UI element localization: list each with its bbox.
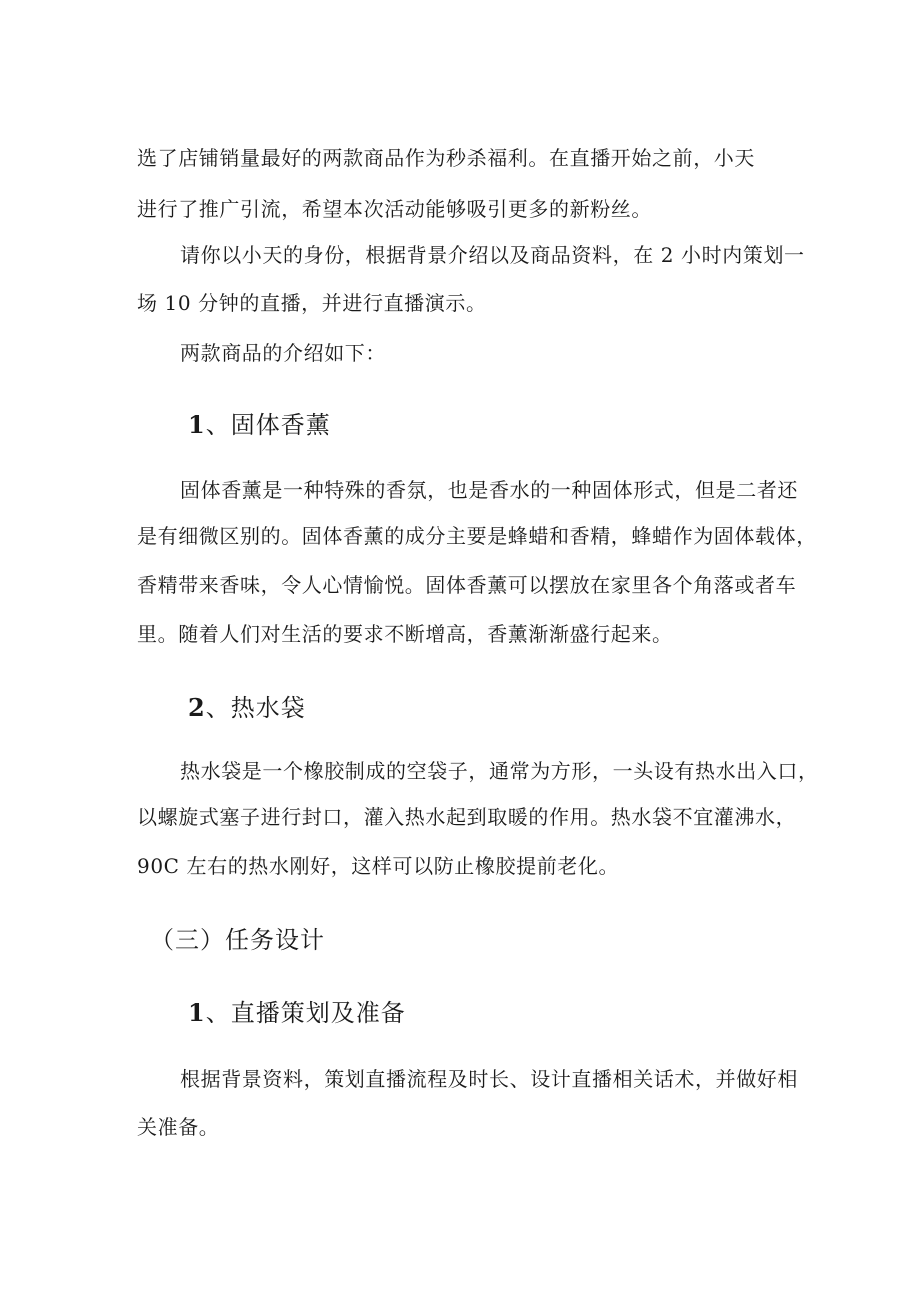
intro-line-5: 两款商品的介绍如下： (180, 341, 386, 365)
section3-heading: （三）任务设计 (150, 926, 325, 954)
product2-line-2: 以螺旋式塞子进行封口，灌入热水起到取暖的作用。热水袋不宜灌沸水， (137, 805, 797, 829)
task1-line-1: 根据背景资料，策划直播流程及时长、设计直播相关话术，并做好相 (180, 1067, 798, 1091)
product2-line-3: 90C 左右的热水刚好，这样可以防止橡胶提前老化。 (137, 854, 620, 878)
product2-heading (188, 693, 306, 723)
product1-line-2: 是有细微区别的。固体香薰的成分主要是蜂蜡和香精，蜂蜡作为固体载体， (137, 524, 817, 548)
product1-title: 、固体香薰 (205, 411, 331, 439)
product2-number: 2 (188, 693, 206, 722)
task1-title: 、直播策划及准备 (205, 999, 406, 1027)
task1-number: 1 (188, 998, 206, 1027)
intro-line-3: 请你以小天的身份，根据背景介绍以及商品资料，在 2 小时内策划一 (180, 243, 805, 267)
product1-heading (188, 410, 331, 440)
product1-number: 1 (188, 410, 206, 439)
product1-line-3: 香精带来香味，令人心情愉悦。固体香薰可以摆放在家里各个角落或者车 (137, 573, 797, 597)
product2-title: 、热水袋 (205, 694, 306, 722)
product1-line-4: 里。随着人们对生活的要求不断增高，香薰渐渐盛行起来。 (137, 622, 673, 646)
intro-line-4: 场 10 分钟的直播，并进行直播演示。 (137, 291, 487, 315)
product2-line-1: 热水袋是一个橡胶制成的空袋子，通常为方形，一头设有热水出入口， (180, 759, 819, 783)
task1-line-2: 关准备。 (137, 1115, 220, 1139)
intro-line-2: 进行了推广引流，希望本次活动能够吸引更多的新粉丝。 (137, 197, 652, 221)
product1-line-1: 固体香薰是一种特殊的香氛，也是香水的一种固体形式，但是二者还 (180, 478, 798, 502)
task1-heading (188, 998, 406, 1028)
intro-line-1: 选了店铺销量最好的两款商品作为秒杀福利。在直播开始之前，小天 (137, 146, 755, 170)
